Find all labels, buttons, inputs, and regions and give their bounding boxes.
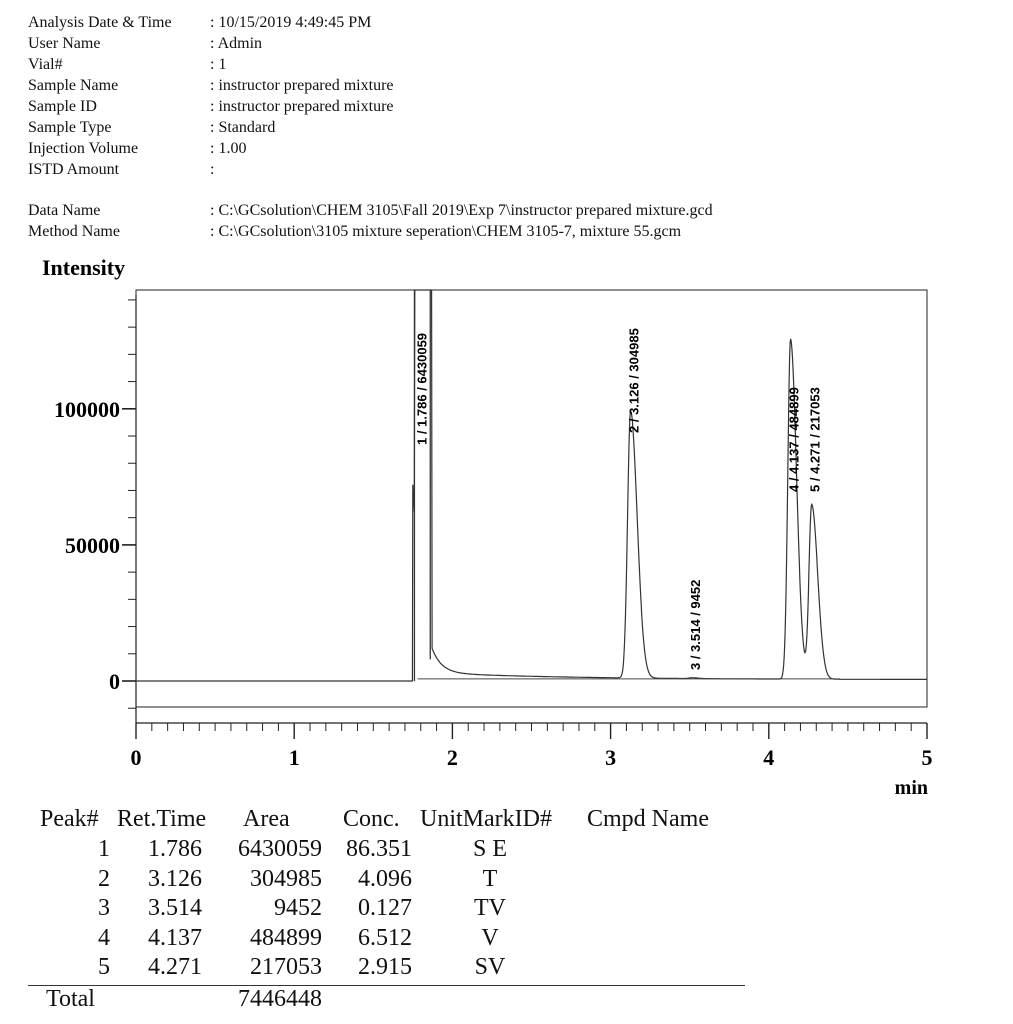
info-value: : C:\GCsolution\3105 mixture seperation\CHEM 3105-7, mixture 55.gcm [210,221,681,242]
file-info [28,200,988,242]
cell-peak: 1 [98,836,110,862]
cell-area: 484899 [250,924,322,951]
y-axis-label: Intensity [42,255,126,280]
info-label: Analysis Date & Time [28,14,172,31]
peak-label: 2 / 3.126 / 304985 [626,328,642,433]
chromatogram-chart [0,250,1013,800]
cell-peak: 4 [98,924,110,951]
y-tick-label: 50000 [65,532,120,558]
info-row [28,33,988,54]
x-tick-label: 1 [288,745,300,770]
y-tick-label: 100000 [54,396,120,422]
peak-label: 3 / 3.514 / 9452 [687,579,703,670]
info-label: User Name [28,35,101,52]
x-axis-label: min [894,777,928,799]
cell-ret-time: 4.137 [148,924,202,951]
cell-conc: 4.096 [358,865,412,892]
cell-conc: 6.512 [358,924,412,951]
info-value: : Admin [210,33,262,54]
total-area: 7446448 [238,986,322,1012]
cell-unit-mark: SV [474,954,506,980]
cell-peak: 3 [98,895,110,921]
cell-ret-time: 3.126 [148,865,202,892]
cell-unit-mark: S E [472,836,507,862]
table-header: Peak# [40,806,99,832]
plot-frame [136,290,927,707]
peak-label: 1 / 1.786 / 6430059 [414,332,430,445]
x-tick-label: 5 [921,745,933,770]
info-row [28,200,988,221]
table-header: UnitMarkID# [420,806,552,832]
table-header: Area [243,806,290,832]
cell-conc: 0.127 [358,895,412,921]
info-value: : C:\GCsolution\CHEM 3105\Fall 2019\Exp 7\instructor prepared mixture.gcd [210,200,713,221]
info-row [28,54,988,75]
cell-area: 217053 [250,954,322,980]
x-tick-label: 2 [446,745,458,770]
cell-area: 6430059 [238,836,322,862]
axis-ticks [122,300,927,739]
cell-unit-mark: TV [474,895,506,921]
info-row [28,138,988,159]
info-value: : instructor prepared mixture [210,96,394,117]
info-label: Data Name [28,202,101,219]
info-label: Injection Volume [28,140,139,157]
info-row [28,221,988,242]
info-row [28,96,988,117]
info-value: : instructor prepared mixture [210,75,394,96]
cell-peak: 5 [98,954,110,980]
table-divider [28,985,745,986]
info-value [210,159,214,180]
table-header: Cmpd Name [587,806,709,832]
info-label: Sample Name [28,77,119,94]
info-label: Vial# [28,56,63,73]
cell-unit-mark: T [482,865,498,892]
x-tick-label: 0 [130,745,142,770]
cell-ret-time: 4.271 [148,954,202,980]
table-header: Conc. [343,806,400,832]
info-row [28,12,988,33]
sample-info [28,12,988,180]
info-value: : 1 [210,54,226,75]
total-label: Total [46,986,95,1012]
info-value: : 1.00 [210,138,246,159]
peak-table [0,800,1013,1024]
report-header [28,12,988,242]
cell-area: 9452 [274,895,322,921]
info-label: Sample ID [28,98,97,115]
info-row [28,75,988,96]
info-label: ISTD Amount [28,161,120,178]
y-tick-label: 0 [109,669,120,694]
x-tick-label: 4 [763,745,775,770]
cell-area: 304985 [250,865,322,892]
cell-conc: 2.915 [358,954,412,980]
info-value: : 10/15/2019 4:49:45 PM [210,12,371,33]
x-tick-label: 3 [605,745,617,770]
cell-ret-time: 3.514 [148,895,202,921]
table-header: Ret.Time [117,806,207,832]
info-row [28,159,988,180]
peak-labels [415,328,823,670]
cell-unit-mark: V [481,924,499,951]
info-label: Method Name [28,223,120,240]
peak-label: 5 / 4.271 / 217053 [807,387,823,492]
cell-conc: 86.351 [346,836,412,862]
info-row [28,117,988,138]
peak-label: 4 / 4.137 / 484899 [786,387,802,492]
info-value: : Standard [210,117,275,138]
info-label: Sample Type [28,119,112,136]
cell-peak: 2 [98,865,110,892]
cell-ret-time: 1.786 [148,836,202,862]
